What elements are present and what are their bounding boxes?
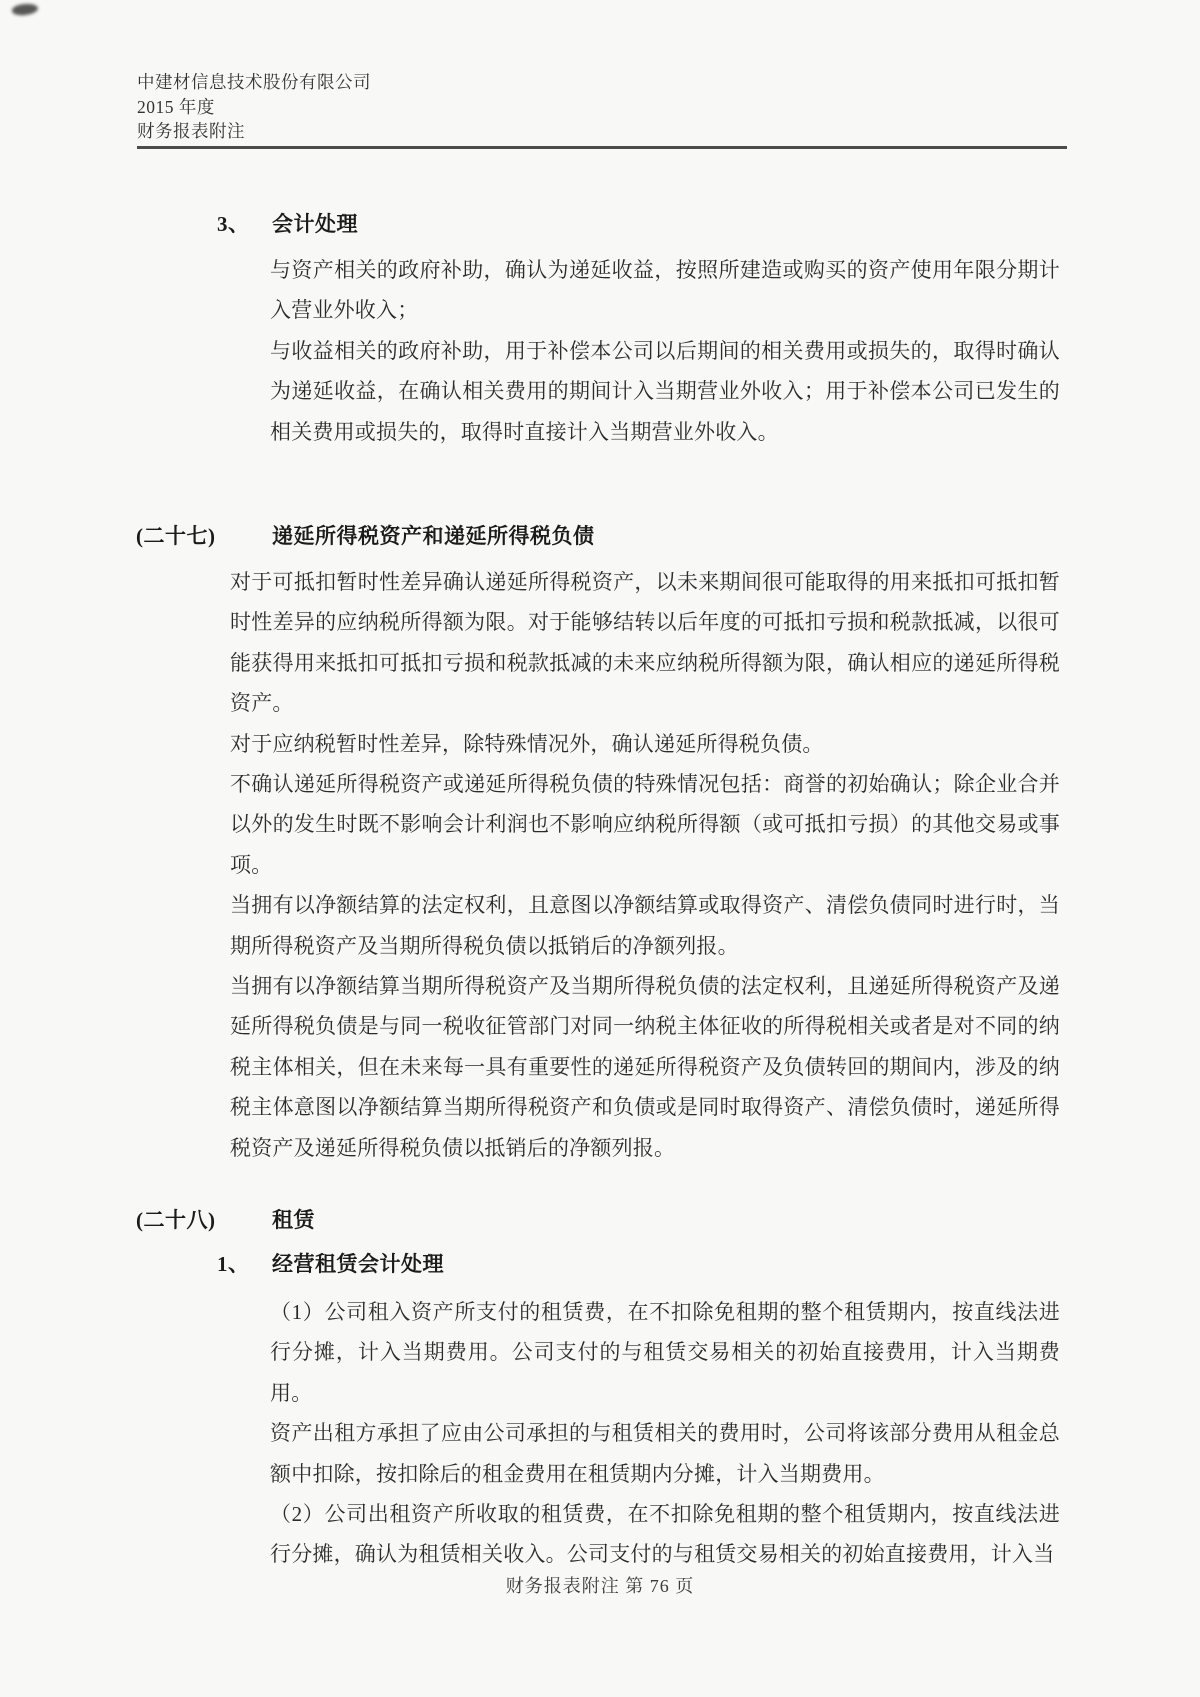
section-deferred-tax-body: [230, 562, 1060, 1168]
paragraph: 对于可抵扣暂时性差异确认递延所得税资产，以未来期间很可能取得的用来抵扣可抵扣暂时性差异的应纳税所得额为限。对于能够结转以后年度的可抵扣亏损和税款抵减，以很可能获得用来抵扣可抵扣亏损和税款抵减的未来应纳税所得额为限，确认相应的递延所得税资产。: [230, 570, 1060, 716]
doc-title: 财务报表附注: [137, 121, 245, 141]
paragraph: （2）公司出租资产所收取的租赁费，在不扣除免租期的整个租赁期内，按直线法进行分摊，确认为租赁相关收入。公司支付的与租赁交易相关的初始直接费用，计入当: [270, 1502, 1060, 1567]
fiscal-year: 2015 年度: [137, 96, 215, 117]
paragraph: 与资产相关的政府补助，确认为递延收益，按照所建造或购买的资产使用年限分期计入营业外收入；: [270, 258, 1060, 323]
company-name: 中建材信息技术股份有限公司: [137, 72, 371, 92]
paragraph: 当拥有以净额结算当期所得税资产及当期所得税负债的法定权利，且递延所得税资产及递延所得税负债是与同一税收征管部门对同一纳税主体征收的所得税相关或者是对不同的纳税主体相关，但在未来每一具有重要性的递延所得税资产及负债转回的期间内，涉及的纳税主体意图以净额结算当期所得税资产和负债或是同时取得资产、清偿负债时，递延所得税资产及递延所得税负债以抵销后的净额列报。: [230, 974, 1060, 1160]
paragraph: 当拥有以净额结算的法定权利，且意图以净额结算或取得资产、清偿负债同时进行时，当期所得税资产及当期所得税负债以抵销后的净额列报。: [230, 893, 1060, 958]
subsection-operating-lease-body: [270, 1292, 1060, 1575]
section-leases-heading: [0, 1206, 1200, 1236]
document-header: [137, 70, 371, 144]
section-number: 3、: [217, 212, 250, 236]
paragraph: （1）公司租入资产所支付的租赁费，在不扣除免租期的整个租赁期内，按直线法进行分摊，计入当期费用。公司支付的与租赁交易相关的初始直接费用，计入当期费用。: [270, 1300, 1060, 1405]
section-number: (二十七): [136, 524, 216, 548]
section-accounting-treatment-body: [270, 250, 1060, 452]
paragraph: 不确认递延所得税资产或递延所得税负债的特殊情况包括：商誉的初始确认；除企业合并以外的发生时既不影响会计利润也不影响应纳税所得额（或可抵扣亏损）的其他交易或事项。: [230, 772, 1060, 877]
section-accounting-treatment-heading: [0, 210, 1200, 240]
paragraph: 对于应纳税暂时性差异，除特殊情况外，确认递延所得税负债。: [230, 731, 824, 756]
section-title: 会计处理: [272, 212, 358, 236]
section-deferred-tax-heading: [0, 522, 1200, 552]
subsection-number: 1、: [217, 1252, 250, 1276]
subsection-title: 经营租赁会计处理: [272, 1252, 444, 1276]
page-footer: 财务报表附注 第 76 页: [505, 1576, 695, 1596]
scan-smudge-artifact: [11, 2, 38, 17]
section-number: (二十八): [136, 1208, 216, 1232]
header-divider-rule: [137, 146, 1067, 149]
section-title: 租赁: [272, 1208, 315, 1232]
paragraph: 与收益相关的政府补助，用于补偿本公司以后期间的相关费用或损失的，取得时确认为递延收益，在确认相关费用的期间计入当期营业外收入；用于补偿本公司已发生的相关费用或损失的，取得时直接计入当期营业外收入。: [270, 338, 1060, 444]
subsection-operating-lease-heading: [0, 1250, 1200, 1280]
section-title: 递延所得税资产和递延所得税负债: [272, 524, 595, 548]
paragraph: 资产出租方承担了应由公司承担的与租赁相关的费用时，公司将该部分费用从租金总额中扣除，按扣除后的租金费用在租赁期内分摊，计入当期费用。: [270, 1421, 1060, 1486]
